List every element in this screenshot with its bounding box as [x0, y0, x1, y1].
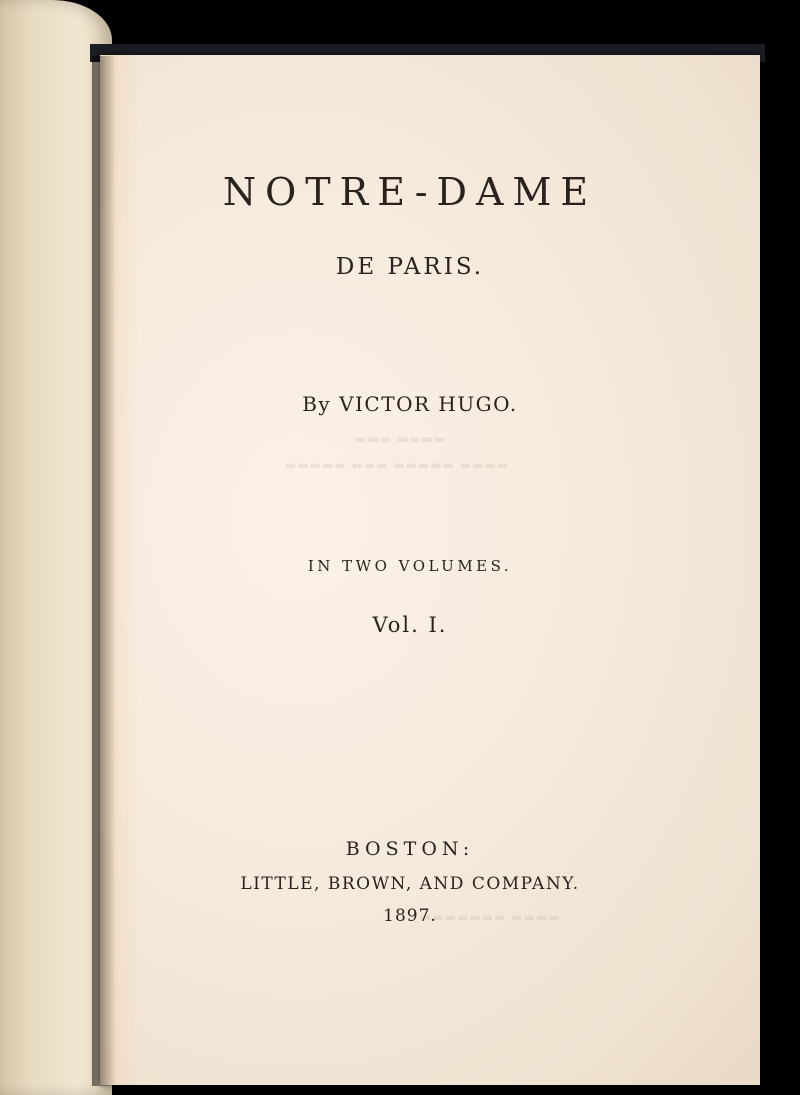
volume-number: Vol. I. — [372, 613, 448, 637]
publication-year: 1897. — [383, 906, 437, 926]
author-line: By VICTOR HUGO. — [302, 392, 518, 416]
volumes-line: IN TWO VOLUMES. — [307, 557, 513, 575]
publisher-name: LITTLE, BROWN, AND COMPANY. — [240, 874, 580, 894]
show-through-mark: ▬▬▬ ▬▬▬▬ — [355, 432, 447, 446]
book-subtitle: DE PARIS. — [335, 254, 485, 280]
publication-city: BOSTON: — [345, 838, 475, 860]
book-title: NOTRE-DAME — [222, 170, 598, 214]
show-through-mark: ▬▬▬▬▬ ▬▬▬ ▬▬▬▬▬ ▬▬▬▬ — [285, 458, 510, 472]
show-through-mark: ▬▬▬▬▬▬▬ ▬▬▬▬ — [420, 910, 561, 924]
